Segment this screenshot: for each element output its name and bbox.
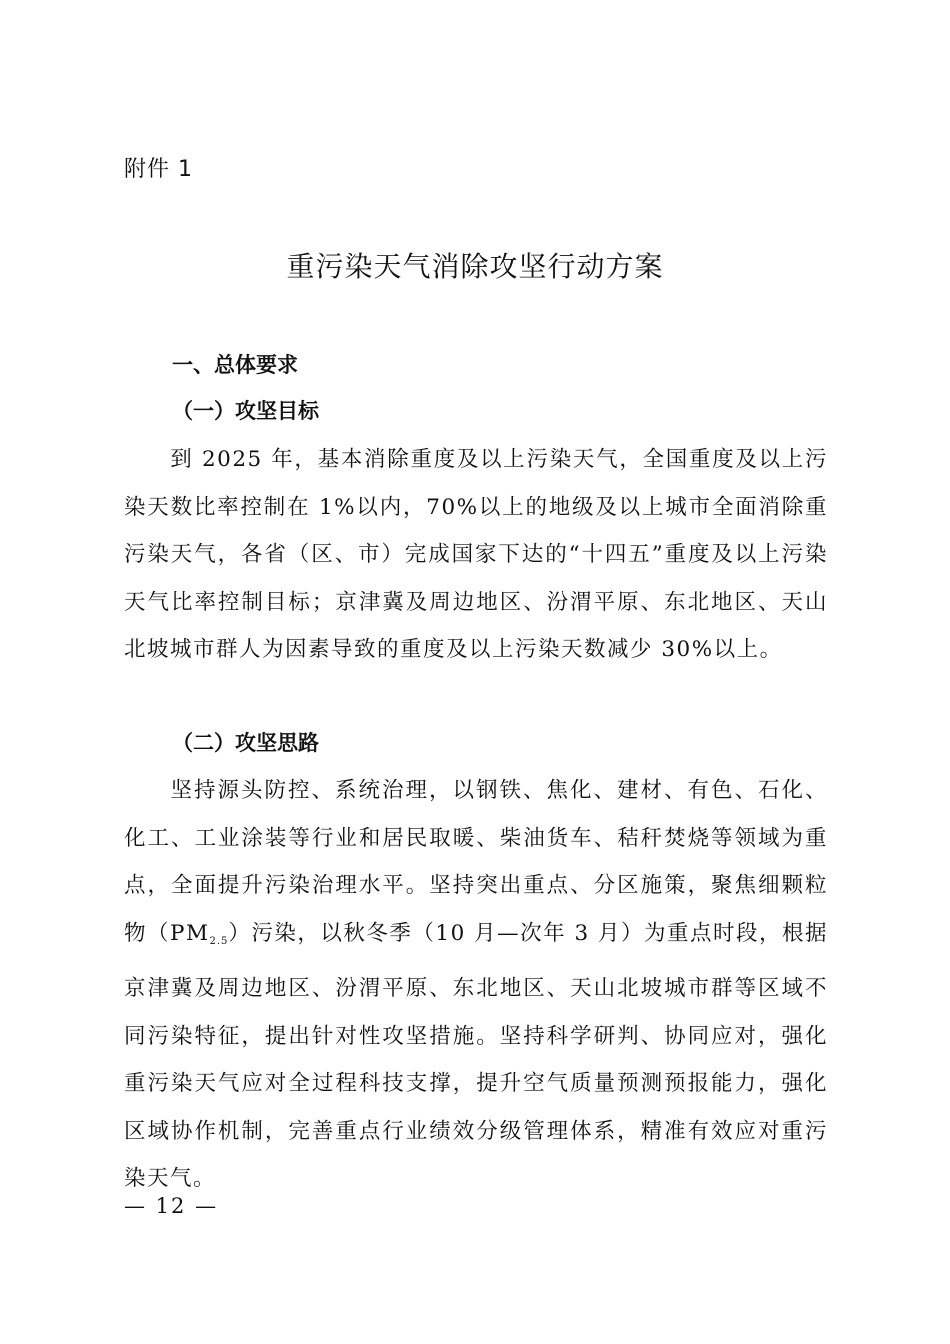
- approach-paragraph-text-part1: 坚持源头防控、系统治理，以钢铁、焦化、建材、有色、石化、化工、工业涂装等行业和居民取暖、柴油货车、秸秆焚烧等领域为重点，全面提升污染治理水平。坚持突出重点、分区施策，聚焦细颗粒物（PM: [124, 778, 828, 946]
- approach-paragraph: [124, 767, 828, 1203]
- subsection-heading-approach: （二）攻坚思路: [172, 731, 319, 755]
- attachment-label: 附件 1: [124, 157, 193, 182]
- page-number: — 12 —: [124, 1194, 219, 1218]
- document-title: 重污染天气消除攻坚行动方案: [286, 250, 664, 283]
- section-heading-general-requirements: 一、总体要求: [172, 353, 298, 377]
- subsection-heading-goals: （一）攻坚目标: [172, 399, 319, 423]
- goals-paragraph-text: 到 2025 年，基本消除重度及以上污染天气，全国重度及以上污染天数比率控制在 1%以内，70%以上的地级及以上城市全面消除重污染天气，各省（区、市）完成国家下达的“十四五”重度及以上污染天气比率控制目标；京津冀及周边地区、汾渭平原、东北地区、天山北坡城市群人为因素导致的重度及以上污染天数减少 30%以上。: [124, 447, 828, 662]
- goals-paragraph: [124, 436, 828, 674]
- pm-subscript: 2.5: [209, 935, 229, 947]
- approach-paragraph-text-part2: ）污染，以秋冬季（10 月—次年 3 月）为重点时段，根据京津冀及周边地区、汾渭平原、东北地区、天山北坡城市群等区域不同污染特征，提出针对性攻坚措施。坚持科学研判、协同应对，强化重污染天气应对全过程科技支撑，提升空气质量预测预报能力，强化区域协作机制，完善重点行业绩效分级管理体系，精准有效应对重污染天气。: [124, 920, 829, 1191]
